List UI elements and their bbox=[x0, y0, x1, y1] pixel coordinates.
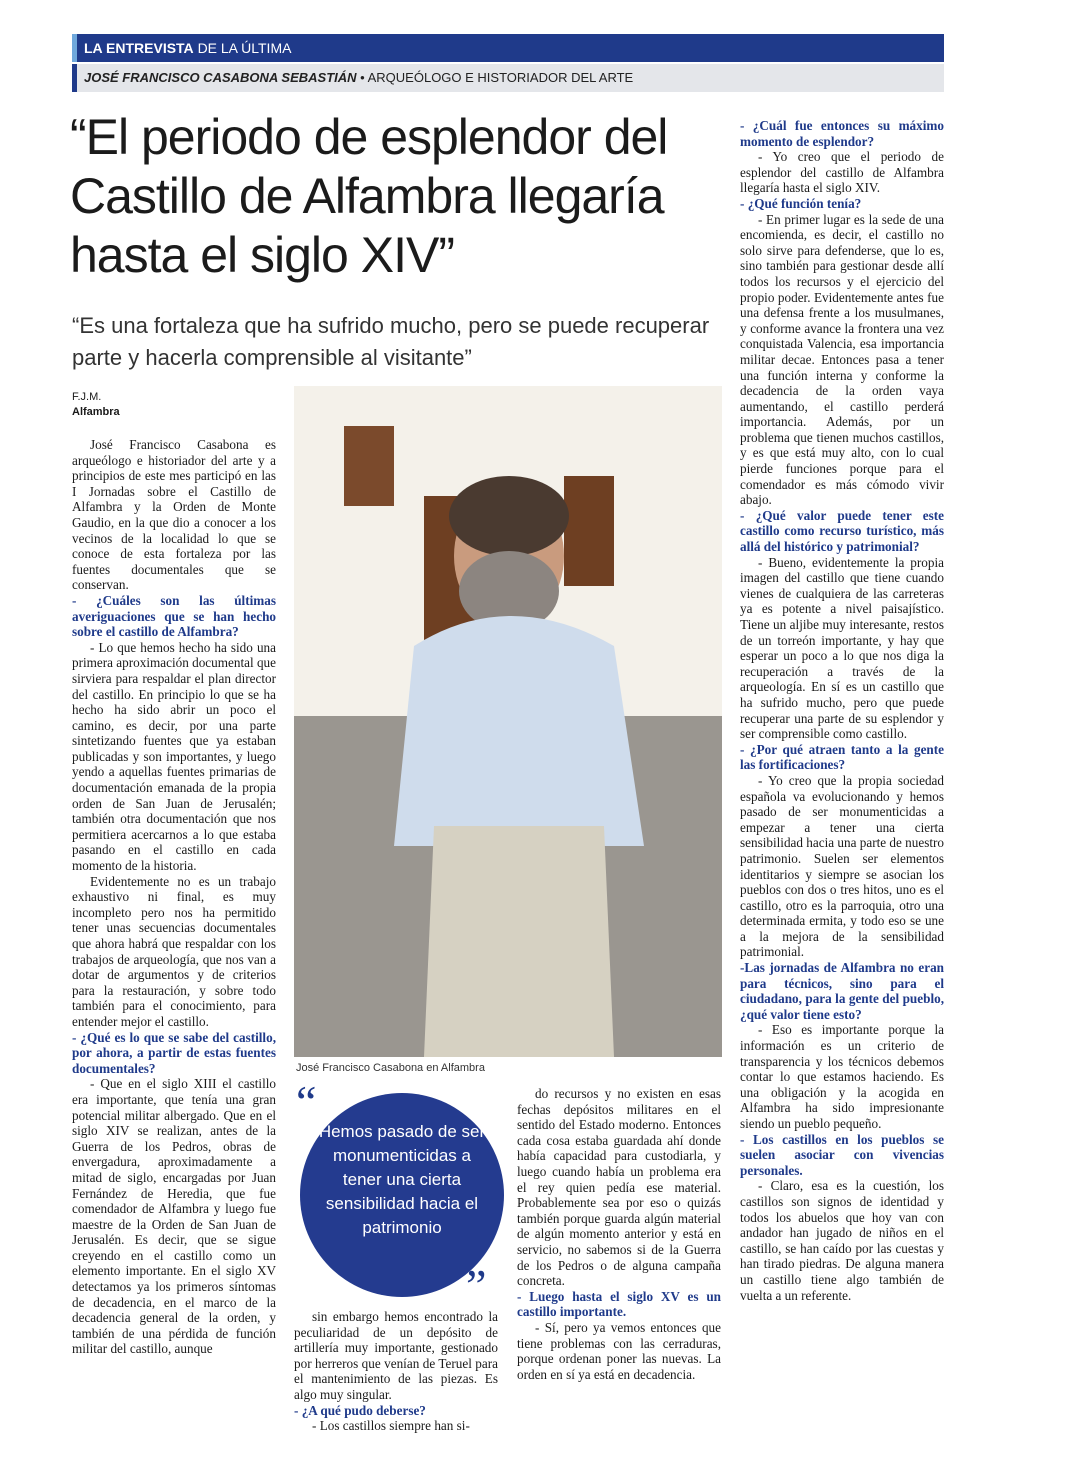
question: - ¿Cuál fue entonces su máximo momento de esplendor? bbox=[740, 118, 944, 149]
open-quote-icon: “ bbox=[296, 1076, 317, 1127]
photo-illustration bbox=[294, 386, 722, 1057]
photo-caption: José Francisco Casabona en Alfambra bbox=[296, 1062, 485, 1074]
paragraph: - Los castillos siempre han si- bbox=[312, 1418, 470, 1434]
question: -Las jornadas de Alfambra no eran para técnicos, sino para el ciudadano, para la gente del pueblo, ¿qué valor tiene esto? bbox=[740, 960, 944, 1022]
paragraph: - En primer lugar es la sede de una encomienda, es decir, el castillo no solo sirve para defenderse, que lo es, sino también para gestionar desde allí todos los recursos y el ejercicio del propio poder. Evidentemente antes fue una defensa frente a los musulmanes, y conforme avance la frontera una vez conquistada Valencia, esa importancia militar decae. Entonces pasa a tener una función interna y conforme la decadencia de la orden vaya aumentando, el castillo perderá importancia. Además, por un problema que tienen muchos castillos, y es que está muy alto, con lo cual pierde funciones porque para el comendador es más cómodo vivir abajo. bbox=[740, 211, 944, 508]
paragraph: - Bueno, evidentemente la propia imagen del castillo que tiene cuando vienes de cualquiera de las carreteras ya es potente a nivel paisajístico. Tiene un aljibe muy interesante, restos de un torreón importante, y hay que esperar un poco a lo que nos diga la recuperación a través de la arqueología. En sí es un castillo que ha sufrido mucho, pero que puede recuperar una parte de su esplendor y ser comprensible como castillo. bbox=[740, 554, 944, 742]
question: - ¿Qué valor puede tener este castillo como recurso turístico, más allá del histórico y patrimonial? bbox=[740, 507, 944, 555]
paragraph: - Yo creo que el periodo de esplendor del castillo de Alfambra llegaría hasta el siglo XIV. bbox=[740, 149, 944, 196]
section-label-bold: LA ENTREVISTA bbox=[84, 40, 194, 56]
question: - ¿Qué función tenía? bbox=[740, 195, 862, 211]
paragraph: - Eso es importante porque la información es un criterio de transparencia y los técnicos debemos contar lo que estamos haciendo. Es una obligación y la acogida en Alfambra ha sido impresionante siendo un pueblo pequeño. bbox=[740, 1022, 944, 1131]
section-banner bbox=[72, 34, 944, 62]
question: - Los castillos en los pueblos se suelen asociar con vivencias personales. bbox=[740, 1131, 944, 1178]
byline-place: Alfambra bbox=[72, 406, 120, 418]
paragraph: Evidentemente no es un trabajo exhaustivo ni final, es muy incompleto pero nos ha permitido tener unas secuencias documentales que ahora habrá que respaldar con los trabajos de arqueología, que nos van a dotar de argumentos y de criterios para la restauración, y sobre todo también para el conocimiento, para entender mejor el castillo. bbox=[72, 873, 276, 1029]
question: - ¿Por qué atraen tanto a la gente las fortificaciones? bbox=[740, 741, 944, 773]
pull-quote: Hemos pasado de ser monumenticidas a tener una cierta sensibilidad hacia el patrimonio bbox=[318, 1122, 486, 1237]
interviewee-name: JOSÉ FRANCISCO CASABONA SEBASTIÁN bbox=[84, 70, 357, 85]
paragraph: José Francisco Casabona es arqueólogo e historiador del arte y a principios de este mes participó en las I Jornadas sobre el Castillo de Alfambra y la Orden de Monte Gaudio, en la que dio a conocer a los vecinos de la localidad lo que se conoce de esta fortaleza por las fuentes documentales que se conservan. bbox=[72, 437, 276, 593]
banner-accent bbox=[72, 34, 77, 62]
column-1 bbox=[72, 437, 276, 1357]
paragraph: - Lo que hemos hecho ha sido una primera aproximación documental que sirviera para respaldar el plan director del castillo. En principio lo que se ha hecho ha sido abrir un poco el camino, es decir, por una parte sintetizando fuentes que ya estaban publicadas y son importantes, y luego yendo a aquellas fuentes primarias de documentación emanada de la propia orden de San Juan de Jerusalén; también otra documentación que nos permitiera acercarnos a lo que estaba pasando en el castillo en cada momento de la historia. bbox=[72, 639, 276, 874]
section-label-rest: DE LA ÚLTIMA bbox=[197, 40, 292, 56]
byline-author: F.J.M. bbox=[72, 391, 102, 403]
paragraph: - Yo creo que la propia sociedad española va evolucionando y hemos pasado de ser monumenticidas a empezar a tener una cierta sensibilidad hacia una parte de nuestro patrimonio. Suelen ser elementos identitarios y siempre se asocian los pueblos con dos o tres hitos, uno es el castillo, otro es la parroquia, otro una determinada ermita, y todo eso se une a la mejora de la sensibilidad patrimonial. bbox=[740, 772, 944, 960]
headline: “El periodo de esplendor del Castillo de Alfambra llegaría hasta el siglo XIV” bbox=[70, 109, 668, 283]
byline bbox=[72, 390, 120, 420]
paragraph: sin embargo hemos encontrado la peculiaridad de un depósito de artillería muy importante, gestionado por herreros que venían de Teruel para el mantenimiento de las piezas. Es algo muy singular. bbox=[294, 1309, 498, 1402]
question: - Luego hasta el siglo XV es un castillo importante. bbox=[517, 1288, 721, 1320]
subbar-accent bbox=[72, 64, 77, 92]
question: - ¿Cuáles son las últimas averiguaciones que se han hecho sobre el castillo de Alfambra? bbox=[72, 592, 276, 640]
deck: “Es una fortaleza que ha sufrido mucho, pero se puede recuperar parte y hacerla comprensible al visitante” bbox=[72, 313, 710, 370]
column-2 bbox=[294, 1309, 498, 1434]
paragraph: - Claro, esa es la cuestión, los castillos son signos de identidad y todos los abuelos que hoy van con andador han jugado de niños en el castillo, se han caído por las cuestas y han tirado piedras. De alguna manera un castillo tiene algo también de vuelta a un referente. bbox=[740, 1178, 944, 1303]
column-4 bbox=[740, 118, 944, 1303]
question: - ¿Qué es lo que se sabe del castillo, por ahora, a partir de estas fuentes documentales? bbox=[72, 1029, 276, 1076]
paragraph: - Sí, pero ya vemos entonces que tiene problemas con las cerraduras, porque ordenan poner las nuevas. La orden en sí ya está en decadencia. bbox=[517, 1319, 721, 1382]
column-3 bbox=[517, 1086, 721, 1382]
interviewee-role: • ARQUEÓLOGO E HISTORIADOR DEL ARTE bbox=[360, 70, 634, 85]
paragraph: do recursos y no existen en esas fechas depósitos militares en el sentido del Estado moderno. Entonces cada cosa estaba guardada ahí donde había capacidad para custodiarla, y luego cuando había un problema era el rey quien pedía ese material. Probablemente sea por eso o quizás también porque guarda algún material de algún momento anterior y está en servicio, no sabemos si de la Guerra de los Pedros o de alguna campaña concreta. bbox=[517, 1086, 721, 1289]
close-quote-icon: ” bbox=[466, 1260, 487, 1311]
paragraph: - Que en el siglo XIII el castillo era importante, que tenía una gran potencial militar albergado. Que en el siglo XIV se realizan, antes de la Guerra de los Pedros, obras de envergadura, aproximadamente a mitad de siglo, encargadas por Juan Fernández de Heredia, que fue comendador de Alfambra y luego fue maestre de la Orden de San Juan de Jerusalén. Es decir, que se sigue creyendo en el castillo como un elemento importante. En el siglo XV detectamos ya los primeros síntomas de decadencia, en el marco de la decadencia general de la orden, y también de una pérdida de función militar del castillo, aunque bbox=[72, 1076, 276, 1357]
interviewee-photo bbox=[294, 386, 722, 1057]
question: - ¿A qué pudo deberse? bbox=[294, 1402, 426, 1418]
interviewee-bar bbox=[72, 64, 944, 92]
